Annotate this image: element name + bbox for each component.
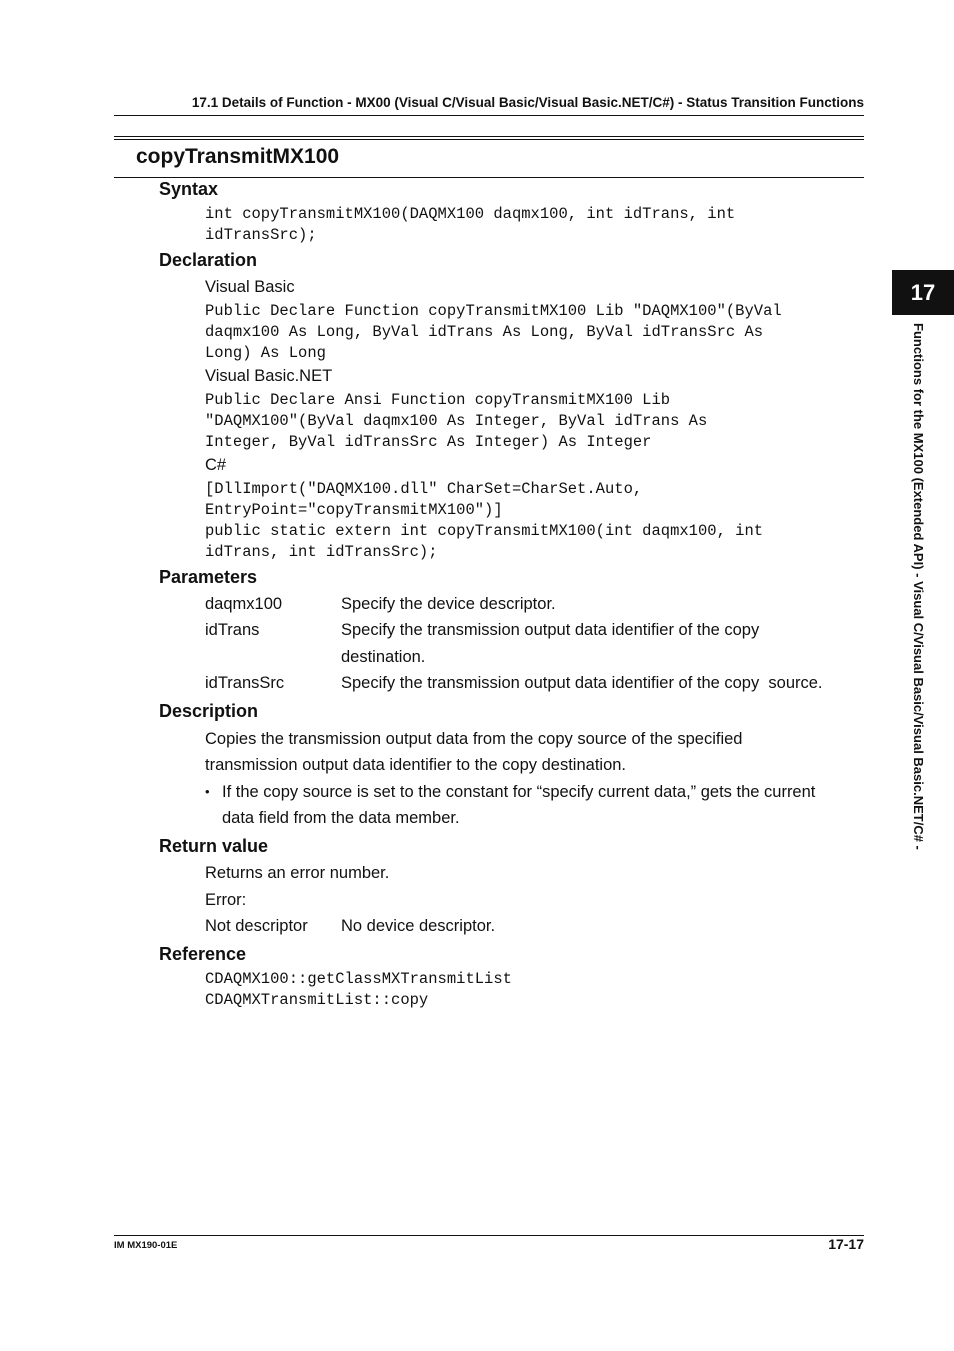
parameters-heading: Parameters (159, 567, 258, 587)
param-desc: Specify the transmission output data identifier of the copy (341, 621, 760, 639)
header-rule-bottom (114, 136, 864, 137)
bullet-mark: • (205, 784, 210, 799)
bullet-text-cont: data field from the data member. (222, 809, 460, 827)
title-underline (114, 177, 864, 178)
reference-code: CDAQMX100::getClassMXTransmitList CDAQMXTransmitList::copy (205, 970, 512, 1009)
syntax-heading: Syntax (159, 179, 219, 199)
param-desc: Specify the transmission output data identifier of the copy source. (341, 674, 823, 692)
return-text: Returns an error number. (205, 864, 390, 882)
return-value-heading: Return value (159, 836, 269, 856)
param-desc: Specify the device descriptor. (341, 595, 556, 613)
param-name: idTrans (205, 621, 260, 639)
reference-heading: Reference (159, 944, 247, 964)
chapter-tab: 17 (892, 270, 954, 315)
vbnet-code: Public Declare Ansi Function copyTransmitMX100 Lib "DAQMX100"(ByVal daqmx100 As Integer, ByVal idTrans As Integer, ByVal idTransSrc As Integer) As Integer (205, 391, 708, 451)
page-number: 17-17 (828, 1236, 864, 1252)
vb-label: Visual Basic (205, 278, 295, 296)
declaration-heading: Declaration (159, 250, 258, 270)
vbnet-label: Visual Basic.NET (205, 367, 333, 385)
description-text-cont: transmission output data identifier to the copy destination. (205, 756, 626, 774)
param-name: daqmx100 (205, 595, 283, 613)
footer-rule (114, 1235, 864, 1236)
description-text: Copies the transmission output data from the copy source of the specified (205, 730, 743, 748)
chapter-side-title: Functions for the MX100 (Extended API) - Visual C/Visual Basic/Visual Basic.NET/C# - (911, 323, 926, 850)
error-desc: No device descriptor. (341, 917, 496, 935)
header-rule-thin (114, 139, 864, 140)
running-header: 17.1 Details of Function - MX00 (Visual C/Visual Basic/Visual Basic.NET/C#) - Status Transition Functions (191, 95, 864, 110)
syntax-code: int copyTransmitMX100(DAQMX100 daqmx100, int idTrans, int idTransSrc); (205, 205, 736, 244)
error-label: Error: (205, 891, 247, 909)
param-desc-cont: destination. (341, 648, 426, 666)
bullet-text: If the copy source is set to the constant for “specify current data,” gets the current (222, 783, 816, 801)
cs-label: C# (205, 456, 227, 474)
function-title: copyTransmitMX100 (136, 145, 340, 168)
param-name: idTransSrc (205, 674, 285, 692)
description-heading: Description (159, 701, 259, 721)
doc-id: IM MX190-01E (114, 1240, 178, 1251)
header-rule-top (114, 115, 864, 116)
vb-code: Public Declare Function copyTransmitMX100 Lib "DAQMX100"(ByVal daqmx100 As Long, ByVal idTrans As Long, ByVal idTransSrc As Long) As Long (205, 302, 782, 362)
cs-code: [DllImport("DAQMX100.dll" CharSet=CharSet.Auto, EntryPoint="copyTransmitMX100")] public static extern int copyTransmitMX100(int daqmx100, int idTrans, int idTransSrc); (205, 480, 764, 561)
error-name: Not descriptor (205, 917, 308, 935)
